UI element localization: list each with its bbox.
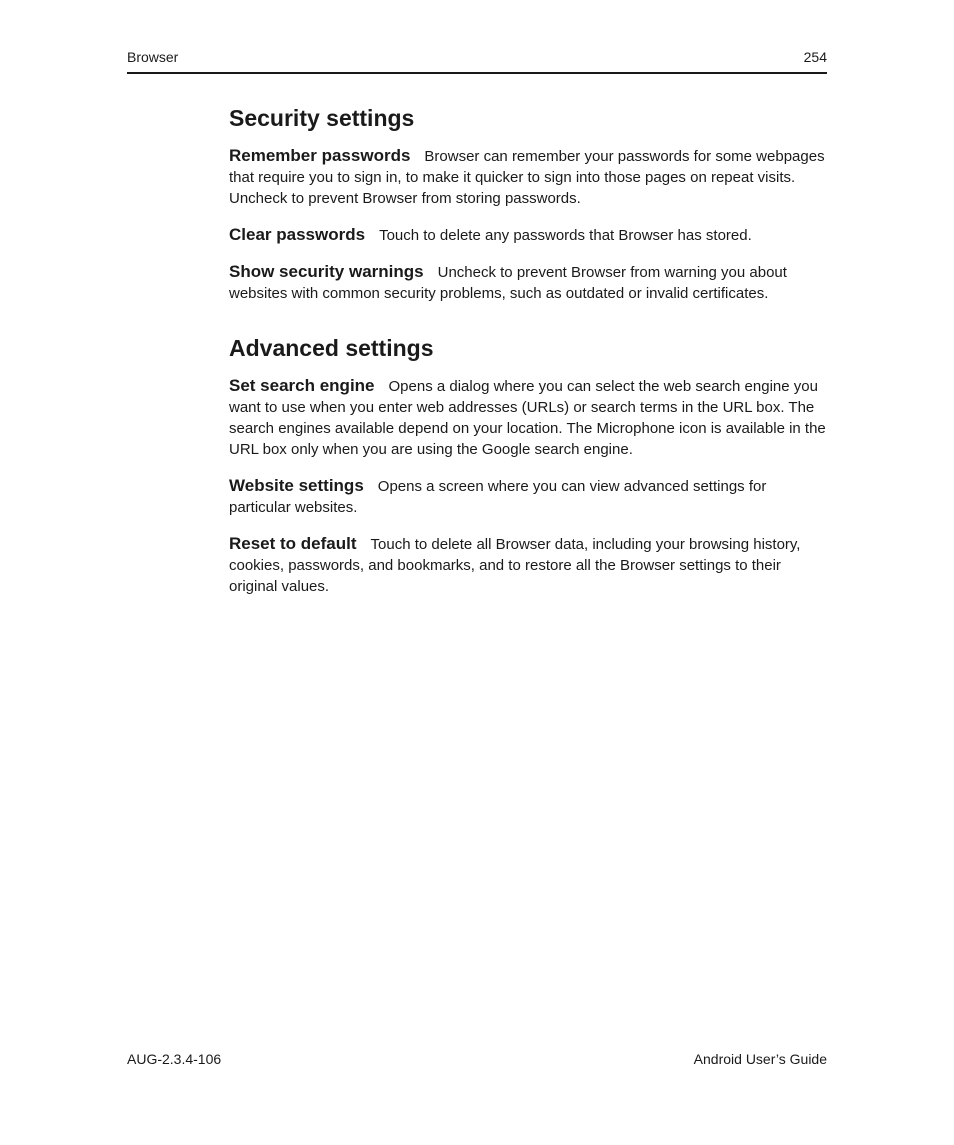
term-remember-passwords: Remember passwords: [229, 146, 411, 165]
page-header: [127, 48, 827, 74]
desc-clear-passwords: Touch to delete any passwords that Browser has stored.: [379, 227, 752, 244]
chapter-name: Browser: [127, 49, 179, 65]
term-set-search-engine: Set search engine: [229, 376, 375, 395]
section-title-security: Security settings: [229, 105, 415, 131]
entry-clear-passwords: [229, 224, 827, 246]
term-show-security-warnings: Show security warnings: [229, 262, 424, 281]
desc-reset-to-default: Touch to delete all Browser data, including your browsing history, cookies, passwords, and bookmarks, and to restore all the Browser settings to their original values.: [229, 536, 801, 595]
desc-website-settings: Opens a screen where you can view advanced settings for particular websites.: [229, 478, 767, 516]
entry-set-search-engine: [229, 375, 827, 460]
entry-website-settings: [229, 475, 827, 518]
desc-remember-passwords: Browser can remember your passwords for some webpages that require you to sign in, to make it quicker to sign into those pages on repeat visits. Uncheck to prevent Browser from storing passwords.: [229, 148, 825, 207]
page-content: [229, 102, 827, 612]
desc-set-search-engine: Opens a dialog where you can select the web search engine you want to use when you enter web addresses (URLs) or search terms in the URL box. The search engines available depend on your location. The Microphone icon is available in the URL box only when you are using the Google search engine.: [229, 378, 826, 458]
desc-show-security-warnings: Uncheck to prevent Browser from warning you about websites with common security problems, such as outdated or invalid certificates.: [229, 264, 787, 302]
section-title-advanced: Advanced settings: [229, 335, 434, 361]
entry-reset-to-default: [229, 533, 827, 597]
term-website-settings: Website settings: [229, 476, 364, 495]
term-reset-to-default: Reset to default: [229, 534, 357, 553]
entry-show-security-warnings: [229, 261, 827, 304]
document-id: AUG-2.3.4-106: [127, 1051, 222, 1067]
term-clear-passwords: Clear passwords: [229, 225, 366, 244]
entry-remember-passwords: [229, 145, 827, 209]
page-number: 254: [803, 49, 827, 65]
guide-title: Android User’s Guide: [693, 1051, 827, 1067]
